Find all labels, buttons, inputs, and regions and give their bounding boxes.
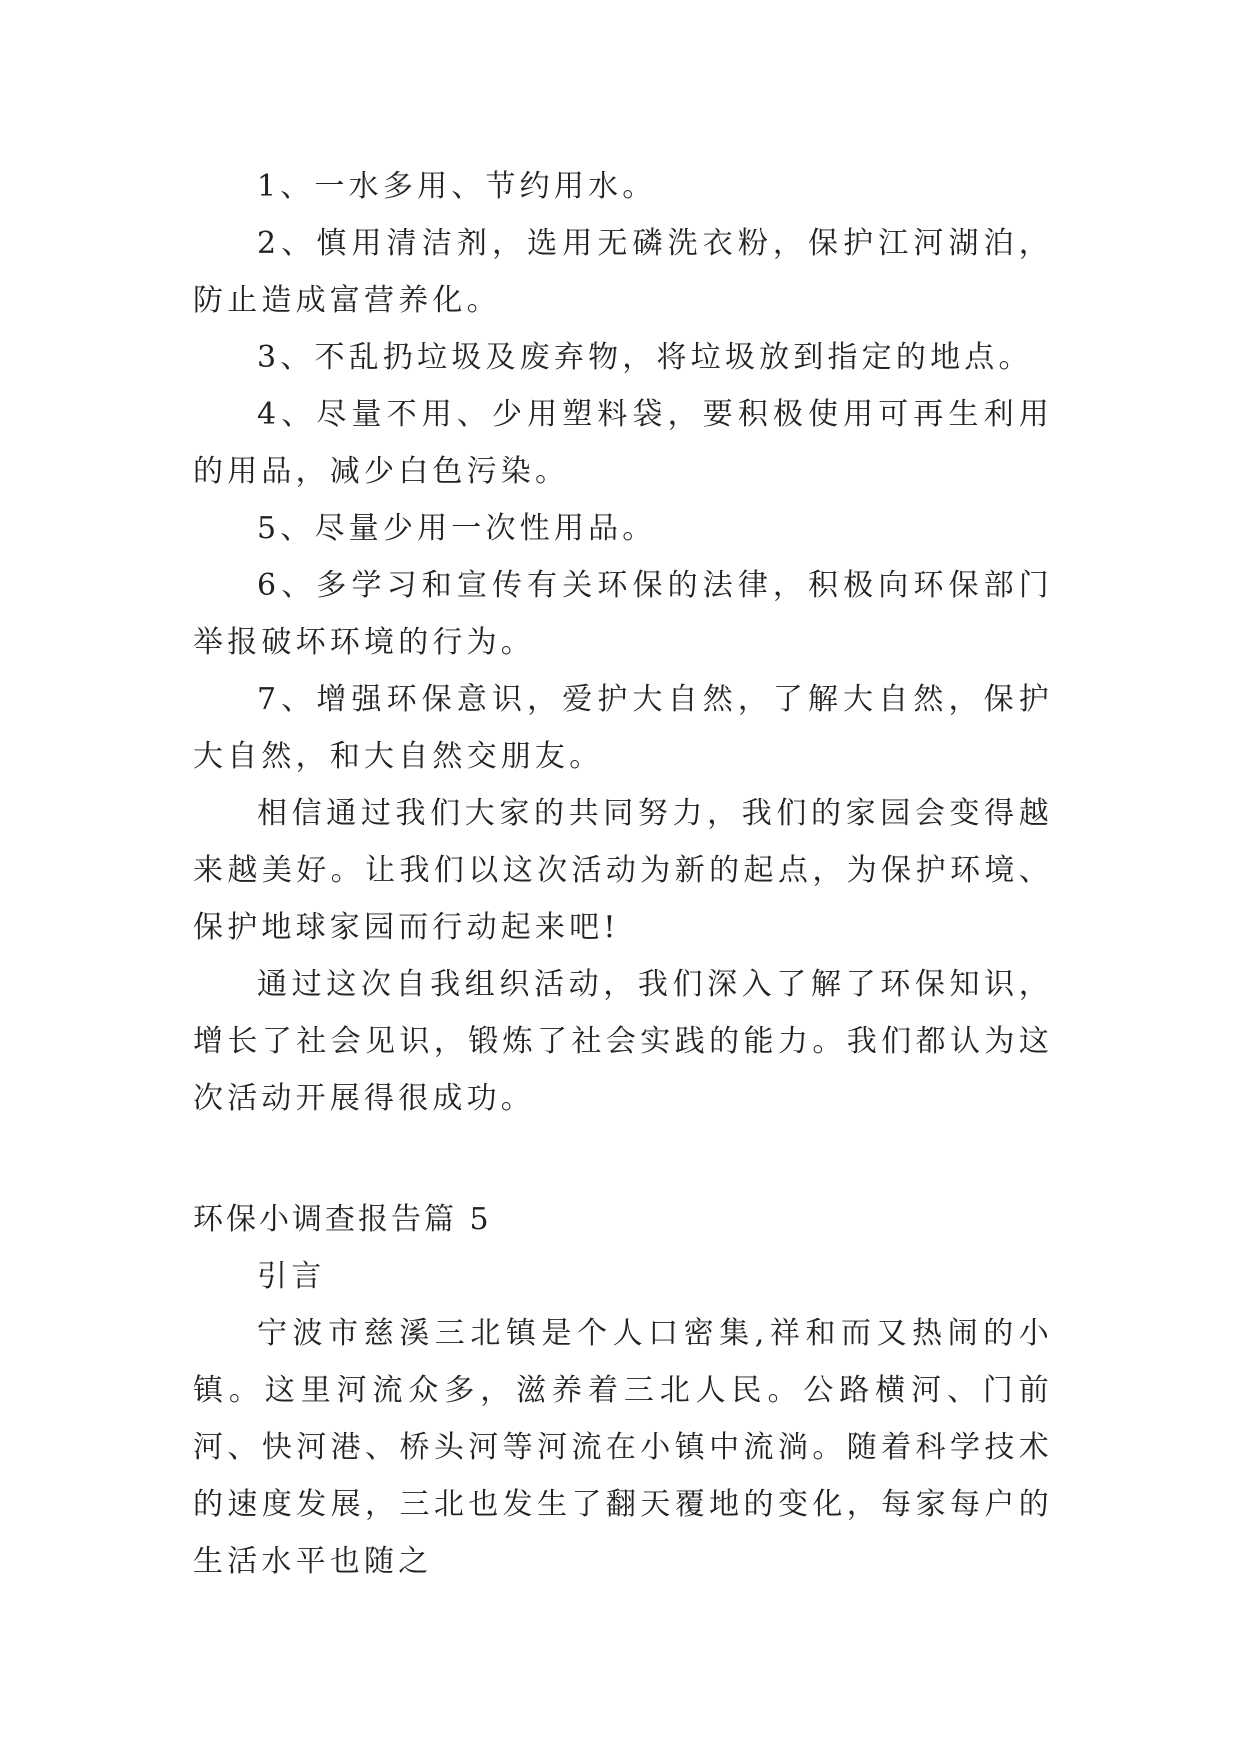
section-subtitle: 引言 [257,1259,326,1294]
paragraph-tip-4: 4、尽量不用、少用塑料袋，要积极使用可再生利用的用品，减少白色污染。 [193,397,1053,489]
paragraph-intro: 宁波市慈溪三北镇是个人口密集,祥和而又热闹的小镇。这里河流众多，滋养着三北人民。公路横河、门前河、快河港、桥头河等河流在小镇中流淌。随着科学技术的速度发展，三北也发生了翻天覆地的变化，每家每户的生活水平也随之 [193,1316,1053,1579]
section-title: 环保小调查报告篇 5 [193,1202,492,1237]
paragraph-tip-2: 2、慎用清洁剂，选用无磷洗衣粉，保护江河湖泊，防止造成富营养化。 [193,226,1053,318]
paragraph-conclusion: 相信通过我们大家的共同努力，我们的家园会变得越来越美好。让我们以这次活动为新的起点，为保护环境、保护地球家园而行动起来吧! [193,796,1053,945]
paragraph-tip-5: 5、尽量少用一次性用品。 [257,511,657,546]
paragraph-summary: 通过这次自我组织活动，我们深入了解了环保知识，增长了社会见识，锻炼了社会实践的能力。我们都认为这次活动开展得很成功。 [193,967,1053,1116]
paragraph-tip-3: 3、不乱扔垃圾及废弃物，将垃圾放到指定的地点。 [257,340,1033,375]
document-page [193,158,1053,1590]
paragraph-tip-7: 7、增强环保意识，爱护大自然，了解大自然，保护大自然，和大自然交朋友。 [193,682,1053,774]
paragraph-tip-6: 6、多学习和宣传有关环保的法律，积极向环保部门举报破坏环境的行为。 [193,568,1053,660]
paragraph-tip-1: 1、一水多用、节约用水。 [257,169,657,204]
